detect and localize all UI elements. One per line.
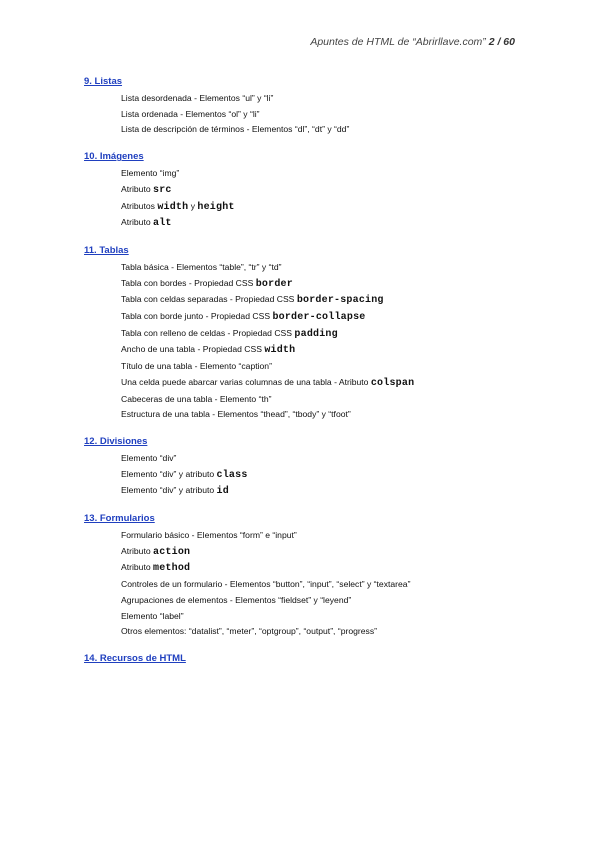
- toc-item: [121, 375, 524, 392]
- code-term: width: [264, 345, 296, 357]
- code-term: border: [255, 278, 293, 290]
- section-items: [121, 260, 524, 423]
- item-text: Tabla básica - Elementos “table”, “tr” y “td”: [121, 261, 282, 272]
- toc-item: [121, 342, 524, 359]
- section-link[interactable]: 9. Listas: [84, 76, 123, 87]
- item-text: Otros elementos: “datalist”, “meter”, “optgroup”, “output”, “progress”: [121, 626, 377, 637]
- toc-item: [121, 326, 524, 343]
- toc-item: [121, 107, 524, 123]
- item-text: Ancho de una tabla - Propiedad CSS: [121, 344, 265, 355]
- item-text: Tabla con relleno de celdas - Propiedad CSS: [121, 327, 295, 338]
- table-of-contents: [84, 71, 524, 676]
- item-text: Atributo: [121, 562, 154, 573]
- toc-item: [121, 276, 524, 293]
- code-term: border-spacing: [296, 295, 384, 307]
- item-text: Elemento “div” y atributo: [121, 468, 217, 479]
- toc-section: [84, 146, 524, 232]
- page-number: 2 / 60: [488, 36, 515, 48]
- item-text: Elemento “div” y atributo: [121, 485, 217, 496]
- toc-item: [121, 199, 524, 216]
- item-text: Atributo: [121, 545, 154, 556]
- toc-section: [84, 431, 524, 500]
- item-text: y: [188, 200, 198, 211]
- toc-item: [121, 359, 524, 375]
- header-text: Apuntes de HTML de “Abrirllave.com”: [310, 36, 489, 48]
- code-term: colspan: [370, 377, 415, 389]
- toc-item: [121, 560, 524, 577]
- code-term: src: [153, 184, 172, 196]
- item-text: Lista ordenada - Elementos “ol” y “li”: [121, 108, 260, 119]
- section-items: [121, 91, 524, 138]
- toc-section: [84, 508, 524, 640]
- toc-section: [84, 240, 524, 423]
- item-text: Tabla con bordes - Propiedad CSS: [121, 277, 256, 288]
- section-items: [121, 166, 524, 232]
- section-link[interactable]: 11. Tablas: [84, 244, 129, 256]
- item-text: Tabla con borde junto - Propiedad CSS: [121, 311, 273, 322]
- toc-item: [121, 182, 524, 199]
- toc-item: [121, 467, 524, 484]
- toc-item: [121, 309, 524, 326]
- code-term: class: [216, 469, 248, 481]
- item-text: Atributo: [121, 183, 154, 194]
- toc-item: [121, 407, 524, 423]
- item-text: Formulario básico - Elementos “form” e “input”: [121, 530, 297, 541]
- toc-item: [121, 624, 524, 640]
- toc-item: [121, 577, 524, 593]
- item-text: Lista de descripción de términos - Elementos “dl”, “dt” y “dd”: [121, 124, 350, 135]
- toc-section: [84, 648, 524, 668]
- code-term: action: [153, 546, 191, 558]
- section-link[interactable]: 13. Formularios: [84, 513, 155, 525]
- item-text: Título de una tabla - Elemento “caption”: [121, 361, 272, 372]
- code-term: height: [197, 201, 235, 213]
- toc-item: [121, 91, 524, 107]
- section-link[interactable]: 12. Divisiones: [84, 435, 148, 447]
- toc-item: [121, 451, 524, 467]
- code-term: padding: [294, 328, 338, 340]
- item-text: Agrupaciones de elementos - Elementos “fieldset” y “leyend”: [121, 594, 352, 605]
- item-text: Tabla con celdas separadas - Propiedad CSS: [121, 294, 297, 305]
- toc-item: [121, 392, 524, 408]
- code-term: alt: [153, 218, 172, 230]
- toc-item: [121, 166, 524, 182]
- toc-section: [84, 71, 524, 138]
- code-term: border-collapse: [272, 312, 366, 324]
- toc-item: [121, 292, 524, 309]
- section-link[interactable]: 10. Imágenes: [84, 151, 144, 163]
- item-text: Lista desordenada - Elementos “ul” y “li”: [121, 93, 274, 103]
- toc-item: [121, 122, 524, 138]
- item-text: Cabeceras de una tabla - Elemento “th”: [121, 393, 272, 404]
- item-text: Elemento “div”: [121, 452, 177, 463]
- section-items: [121, 528, 524, 640]
- toc-item: [121, 544, 524, 561]
- code-term: width: [157, 201, 189, 213]
- section-link[interactable]: 14. Recursos de HTML: [84, 652, 186, 664]
- page-header: [310, 36, 515, 48]
- toc-item: [121, 215, 524, 232]
- item-text: Atributo: [121, 217, 154, 228]
- toc-item: [121, 609, 524, 625]
- item-text: Elemento “img”: [121, 168, 180, 179]
- item-text: Controles de un formulario - Elementos “button”, “input”, “select” y “textarea”: [121, 579, 411, 590]
- item-text: Una celda puede abarcar varias columnas de una tabla - Atributo: [121, 376, 371, 387]
- toc-item: [121, 593, 524, 609]
- item-text: Estructura de una tabla - Elementos “thead”, “tbody” y “tfoot”: [121, 409, 351, 420]
- toc-item: [121, 483, 524, 500]
- section-items: [121, 451, 524, 500]
- item-text: Atributos: [121, 200, 158, 211]
- toc-item: [121, 260, 524, 276]
- toc-item: [121, 528, 524, 544]
- code-term: id: [216, 486, 229, 498]
- code-term: method: [153, 563, 191, 575]
- item-text: Elemento “label”: [121, 610, 184, 621]
